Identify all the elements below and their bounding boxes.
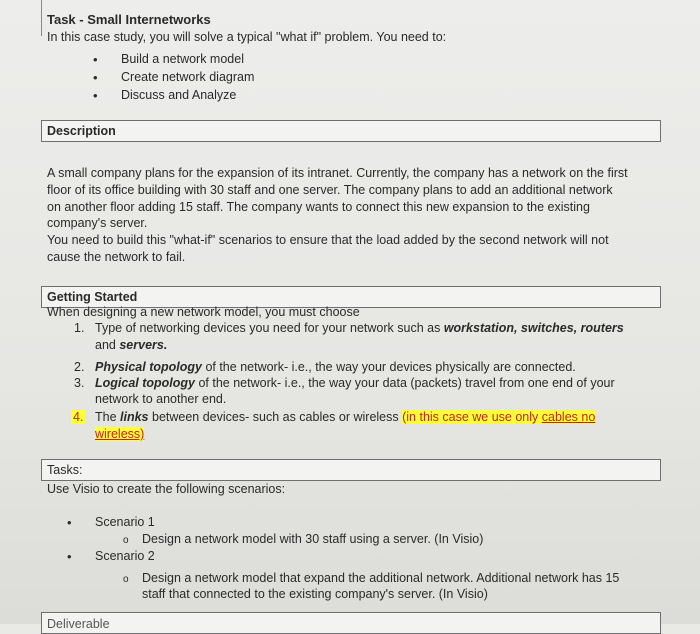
list-number: 1. bbox=[74, 321, 85, 335]
deliverables-heading-box bbox=[41, 612, 661, 634]
tasks-heading: Tasks: bbox=[47, 463, 83, 477]
scenario-1-detail: o Design a network model with 30 staff using a server. (In Visio) bbox=[142, 532, 483, 547]
tasks-intro: Use Visio to create the following scenarios: bbox=[47, 482, 286, 496]
list-item-4: The links between devices- such as cables or wireless (in this case we use only cables no bbox=[95, 410, 596, 424]
description-heading: Description bbox=[47, 124, 116, 138]
scenario-2-label: • Scenario 2 bbox=[95, 549, 155, 564]
list-number: 3. bbox=[74, 376, 85, 390]
task-bullet: • Create network diagram bbox=[121, 70, 254, 85]
task-bullet: • Discuss and Analyze bbox=[121, 88, 236, 103]
task-intro: In this case study, you will solve a typical "what if" problem. You need to: bbox=[47, 30, 447, 44]
task-heading: Task - Small Internetworks bbox=[47, 12, 211, 27]
list-item-2: Physical topology of the network- i.e., the way your devices physically are connected. bbox=[95, 360, 576, 374]
list-number-highlighted: 4. bbox=[73, 410, 84, 424]
list-item-1-cont: and servers. bbox=[95, 338, 168, 352]
description-line: A small company plans for the expansion of its intranet. Currently, the company has a network on the first bbox=[47, 166, 628, 180]
description-line: cause the network to fail. bbox=[47, 250, 186, 264]
highlighted-note: (in this case we use only bbox=[402, 410, 542, 424]
description-line: floor of its office building with 30 staff and one server. The company plans to add an additional network bbox=[47, 183, 613, 197]
list-item-3-cont: network to another end. bbox=[95, 392, 227, 406]
description-line: company's server. bbox=[47, 216, 148, 230]
getting-started-heading: Getting Started bbox=[47, 290, 138, 304]
scenario-2-detail: o Design a network model that expand the additional network. Additional network has 15 bbox=[142, 571, 619, 586]
list-item-4-cont: wireless) bbox=[95, 427, 145, 441]
scenario-1-label: • Scenario 1 bbox=[95, 515, 155, 530]
description-line: on another floor adding 15 staff. The company wants to connect this new expansion to the existing bbox=[47, 200, 590, 214]
description-line: You need to build this "what-if" scenarios to ensure that the load added by the second network will not bbox=[47, 233, 609, 247]
getting-started-intro: When designing a new network model, you must choose bbox=[47, 305, 360, 319]
list-item-3: Logical topology of the network- i.e., the way your data (packets) travel from one end of your bbox=[95, 376, 615, 390]
deliverables-heading: Deliverable bbox=[47, 617, 110, 631]
highlighted-link: cables no bbox=[541, 410, 596, 424]
section-border bbox=[41, 0, 42, 36]
task-bullet: • Build a network model bbox=[121, 52, 244, 67]
description-heading-box bbox=[41, 120, 661, 142]
tasks-heading-box bbox=[41, 459, 661, 481]
list-item-1: Type of networking devices you need for your network such as workstation, switches, routers bbox=[95, 321, 624, 335]
scenario-2-detail-cont: staff that connected to the existing company's server. (In Visio) bbox=[142, 587, 488, 601]
list-number: 2. bbox=[74, 360, 85, 374]
